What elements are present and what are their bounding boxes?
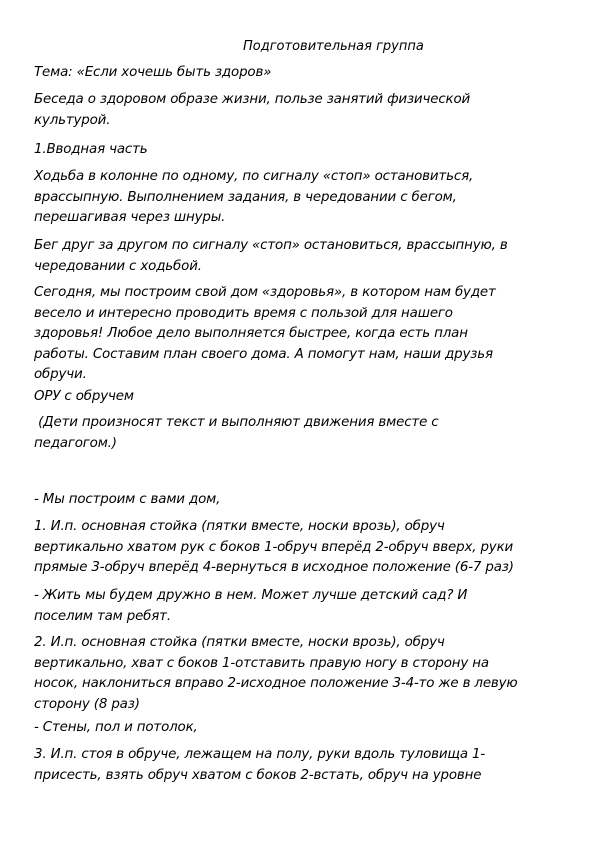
children-note-paragraph	[34, 413, 559, 454]
text-line: Ходьба в колонне по одному, по сигналу «стоп» остановиться,	[34, 169, 474, 184]
running-paragraph	[34, 236, 559, 277]
text-line: 3. И.п. стоя в обруче, лежащем на полу, руки вдоль туловища 1-	[34, 747, 486, 762]
exercise-3-paragraph	[34, 745, 559, 786]
text-line: обручи.	[34, 367, 87, 382]
text-line: Сегодня, мы построим свой дом «здоровья», в котором нам будет	[34, 285, 496, 300]
text-line: культурой.	[34, 112, 111, 128]
text-line: перешагивая через шнуры.	[34, 210, 226, 225]
text-line: прямые 3-обруч вперёд 4-вернуться в исходное положение (6-7 раз)	[34, 560, 514, 575]
text-line: вертикально хватом рук с боков 1-обруч вперёд 2-обруч вверх, руки	[34, 539, 514, 555]
text-line: педагогом.)	[34, 435, 117, 451]
text-line: сторону (8 раз)	[34, 696, 140, 712]
theme-paragraph: Тема: «Если хочешь быть здоров»	[34, 65, 272, 80]
build-house-line: - Мы построим с вами дом,	[34, 492, 221, 507]
text-line: поселим там ребят.	[34, 608, 171, 624]
live-together-paragraph	[34, 586, 559, 627]
text-line: - Жить мы будем дружно в нем. Может лучше детский сад? И	[34, 588, 468, 603]
text-line: работы. Составим план своего дома. А помогут нам, наши друзья	[34, 346, 493, 362]
text-line: врассыпную. Выполнением задания, в чередовании с бегом,	[34, 189, 457, 205]
conversation-paragraph	[34, 90, 559, 131]
group-title: Подготовительная группа	[243, 39, 424, 54]
exercise-1-paragraph	[34, 517, 559, 579]
text-line: Бег друг за другом по сигналу «стоп» остановиться, врассыпную, в	[34, 238, 508, 253]
text-line: вертикально, хват с боков 1-отставить правую ногу в сторону на	[34, 655, 489, 671]
walking-paragraph	[34, 167, 559, 229]
text-line: (Дети произносят текст и выполняют движения вместе с	[34, 415, 439, 430]
text-line: носок, наклониться вправо 2-исходное положение 3-4-то же в левую	[34, 676, 518, 691]
text-line: 2. И.п. основная стойка (пятки вместе, носки врозь), обруч	[34, 635, 445, 650]
intro-heading: 1.Вводная часть	[34, 142, 148, 157]
today-paragraph	[34, 283, 559, 386]
oru-heading: ОРУ с обручем	[34, 389, 134, 404]
text-line: чередовании с ходьбой.	[34, 258, 202, 274]
text-line: здоровья! Любое дело выполняется быстрее, когда есть план	[34, 326, 468, 341]
text-line: весело и интересно проводить время с пользой для нашего	[34, 305, 453, 321]
text-line: Беседа о здоровом образе жизни, пользе занятий физической	[34, 92, 471, 107]
walls-line: - Стены, пол и потолок,	[34, 720, 198, 735]
text-line: присесть, взять обруч хватом с боков 2-встать, обруч на уровне	[34, 767, 482, 783]
text-line: 1. И.п. основная стойка (пятки вместе, носки врозь), обруч	[34, 519, 445, 534]
exercise-2-paragraph	[34, 633, 559, 715]
